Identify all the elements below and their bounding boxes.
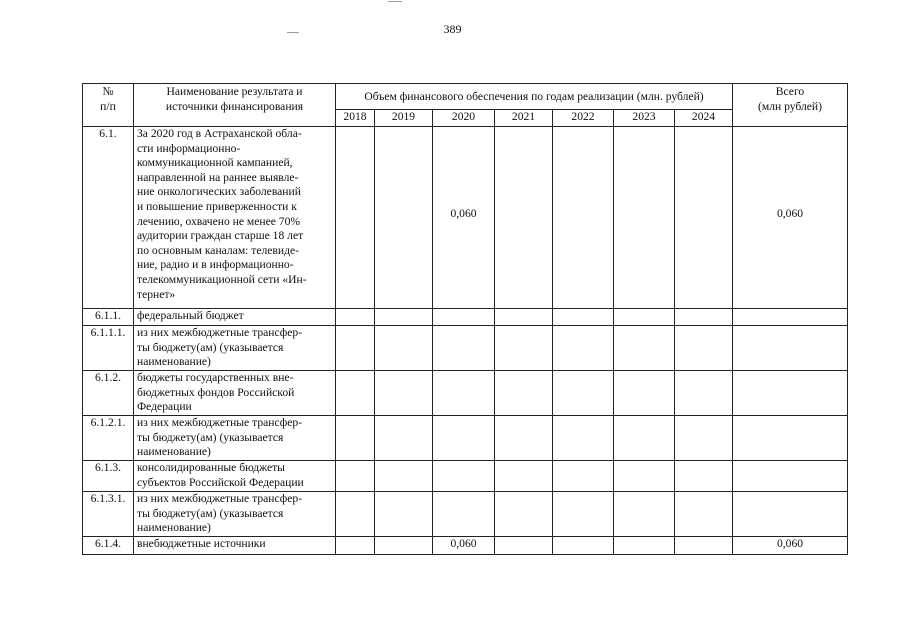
value-cell (614, 492, 675, 537)
total-cell (733, 326, 848, 371)
row-name (134, 416, 336, 461)
table-row (83, 492, 848, 537)
row-name (134, 309, 336, 326)
row-number: 6.1.3.1. (83, 492, 134, 537)
value-cell (553, 461, 614, 492)
row-number: 6.1.2.1. (83, 416, 134, 461)
value-cell (553, 416, 614, 461)
row-name (134, 461, 336, 492)
value-cell (553, 309, 614, 326)
row-name-text: внебюджетные источники (137, 537, 266, 550)
row-name-text: консолидированные бюджеты субъектов Российской Федерации (137, 461, 304, 489)
total-cell (733, 416, 848, 461)
col-name-header: Наименование результата и источники финансирования (134, 84, 336, 127)
value-cell (433, 416, 495, 461)
table-row (83, 461, 848, 492)
value-cell (495, 416, 553, 461)
value-cell (614, 416, 675, 461)
col-total-header: Всего (млн рублей) (733, 84, 848, 127)
row-name-text: из них межбюджетные трансфер- ты бюджету(ам) (указывается наименование) (137, 326, 303, 369)
value-cell (675, 461, 733, 492)
row-name-text: из них межбюджетные трансфер- ты бюджету(ам) (указывается наименование) (137, 416, 303, 459)
funding-table (82, 83, 848, 555)
value-cell (433, 371, 495, 416)
value-cell (495, 371, 553, 416)
value-cell (336, 537, 375, 555)
value-cell (495, 326, 553, 371)
total-cell (733, 371, 848, 416)
row-name (134, 492, 336, 537)
value-cell (614, 326, 675, 371)
value-cell (375, 492, 433, 537)
value-cell (336, 416, 375, 461)
value-cell (553, 371, 614, 416)
row-number: 6.1.2. (83, 371, 134, 416)
value-cell (433, 326, 495, 371)
row-number: 6.1. (83, 127, 134, 309)
row-number: 6.1.3. (83, 461, 134, 492)
scan-speck (287, 32, 299, 33)
year-header: 2020 (433, 110, 495, 127)
value-cell (675, 309, 733, 326)
row-name-text: федеральный бюджет (137, 309, 244, 322)
year-header: 2018 (336, 110, 375, 127)
row-name-text: бюджеты государственных вне- бюджетных фондов Российской Федерации (137, 371, 295, 414)
value-cell (375, 371, 433, 416)
value-cell (614, 371, 675, 416)
value-cell (375, 537, 433, 555)
value-cell (675, 326, 733, 371)
table-row (83, 416, 848, 461)
scan-speck (388, 1, 402, 2)
value-cell (553, 326, 614, 371)
value-cell (336, 326, 375, 371)
table-row (83, 537, 848, 555)
value-cell (336, 309, 375, 326)
value-cell (375, 127, 433, 309)
row-number: 6.1.4. (83, 537, 134, 555)
value-cell (375, 461, 433, 492)
page-number: 389 (443, 22, 462, 36)
value-cell (675, 416, 733, 461)
table-row (83, 371, 848, 416)
value-cell: 0,060 (433, 537, 495, 555)
row-name (134, 371, 336, 416)
year-header: 2021 (495, 110, 553, 127)
total-cell (733, 309, 848, 326)
value-cell (336, 461, 375, 492)
table-body (83, 127, 848, 555)
total-cell: 0,060 (733, 127, 848, 309)
value-cell (675, 537, 733, 555)
table-header (83, 84, 848, 127)
row-number: 6.1.1.1. (83, 326, 134, 371)
col-number-header: № п/п (83, 84, 134, 127)
value-cell (495, 127, 553, 309)
value-cell (495, 537, 553, 555)
value-cell (336, 371, 375, 416)
value-cell (495, 492, 553, 537)
value-cell (614, 461, 675, 492)
value-cell (495, 461, 553, 492)
table-row (83, 127, 848, 309)
row-name-text: из них межбюджетные трансфер- ты бюджету(ам) (указывается наименование) (137, 492, 303, 535)
year-header: 2022 (553, 110, 614, 127)
value-cell (614, 127, 675, 309)
total-cell (733, 461, 848, 492)
total-cell (733, 492, 848, 537)
value-cell: 0,060 (433, 127, 495, 309)
value-cell (614, 537, 675, 555)
row-name (134, 537, 336, 555)
value-cell (336, 492, 375, 537)
value-cell (614, 309, 675, 326)
value-cell (675, 127, 733, 309)
value-cell (433, 461, 495, 492)
value-cell (433, 492, 495, 537)
table-row (83, 309, 848, 326)
value-cell (495, 309, 553, 326)
row-name (134, 326, 336, 371)
value-cell (336, 127, 375, 309)
table-row (83, 326, 848, 371)
years-caption-header: Объем финансового обеспечения по годам реализации (млн. рублей) (336, 84, 733, 110)
value-cell (375, 326, 433, 371)
value-cell (553, 492, 614, 537)
value-cell (675, 371, 733, 416)
value-cell (375, 309, 433, 326)
year-header: 2019 (375, 110, 433, 127)
value-cell (375, 416, 433, 461)
year-header: 2023 (614, 110, 675, 127)
year-header: 2024 (675, 110, 733, 127)
value-cell (553, 127, 614, 309)
value-cell (433, 309, 495, 326)
row-name-text: За 2020 год в Астраханской обла- сти информационно- коммуникационной кампанией, направленной на раннее выявле- ние онкологических заболеваний и повышение приверженности к лечению, охвачено не менее 70% аудитории граждан старше 18 лет по основным каналам: телевиде- ние, радио и в информационно- телекоммуникационной сети «Ин- тернет» (137, 127, 307, 301)
total-cell: 0,060 (733, 537, 848, 555)
value-cell (675, 492, 733, 537)
row-number: 6.1.1. (83, 309, 134, 326)
value-cell (553, 537, 614, 555)
row-name (134, 127, 336, 309)
